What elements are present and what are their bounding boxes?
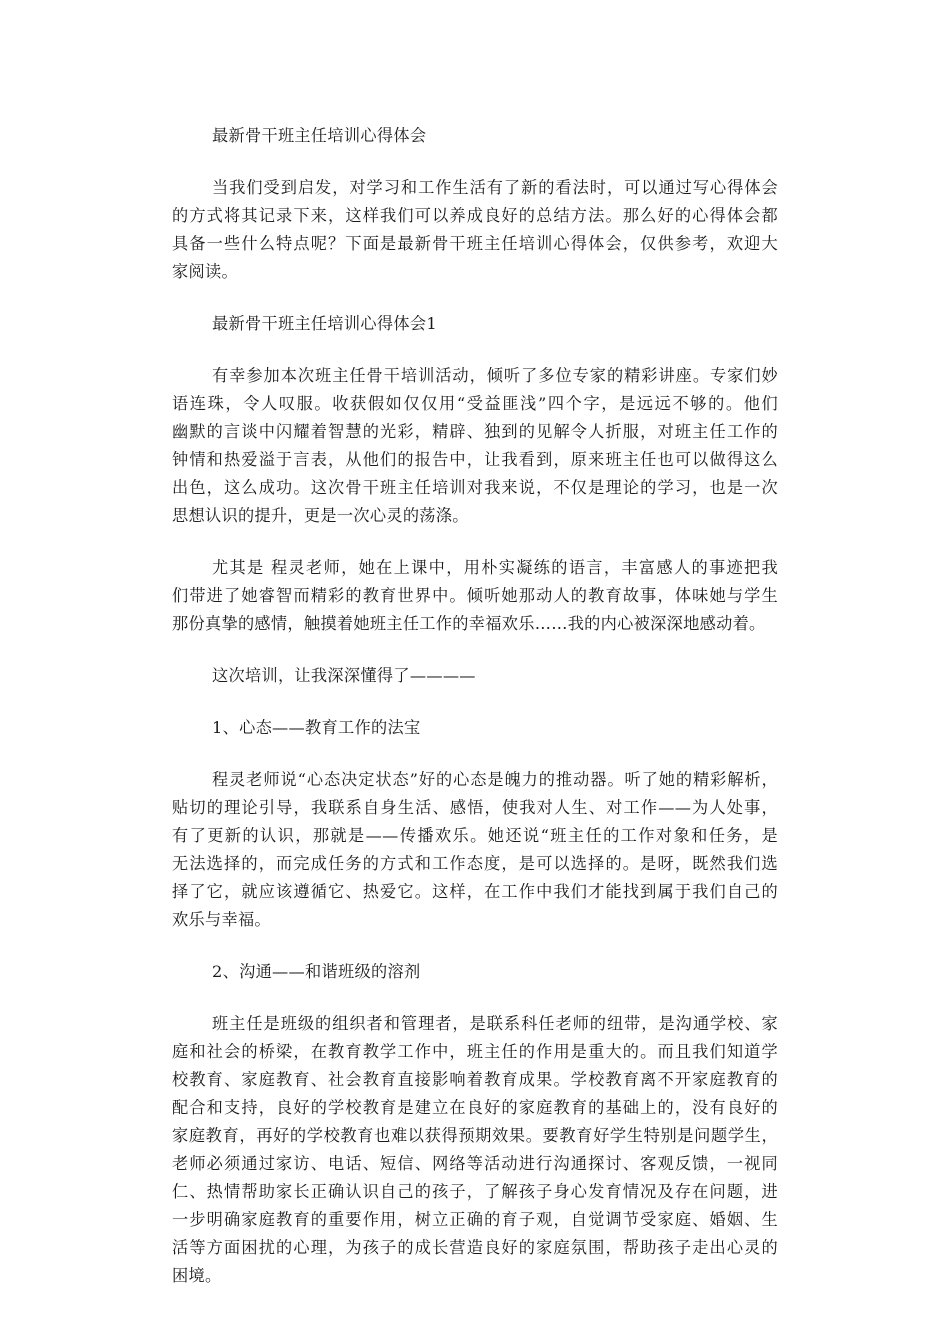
paragraph-4 xyxy=(172,766,778,934)
paragraph-line: 欢乐与幸福。 xyxy=(172,910,271,929)
document-page xyxy=(172,122,778,1314)
paragraph-line: 出色，这么成功。这次骨干班主任培训对我来说，不仅是理论的学习，也是一次 xyxy=(172,478,778,497)
section-heading xyxy=(172,310,778,338)
section-title: 最新骨干班主任培训心得体会1 xyxy=(212,314,437,333)
point-title: 1、心态——教育工作的法宝 xyxy=(212,718,421,737)
paragraph-line: 有了更新的认识，那就是——传播欢乐。她还说“班主任的工作对象和任务，是 xyxy=(172,826,778,845)
title-text: 最新骨干班主任培训心得体会 xyxy=(212,126,427,145)
paragraph-line: 具备一些什么特点呢？下面是最新骨干班主任培训心得体会，仅供参考，欢迎大 xyxy=(172,234,778,253)
paragraph-line: 钟情和热爱溢于言表，从他们的报告中，让我看到，原来班主任也可以做得这么 xyxy=(172,450,778,469)
paragraph-line: 仁、热情帮助家长正确认识自己的孩子，了解孩子身心发育情况及存在问题，进 xyxy=(172,1182,778,1201)
paragraph-line: 这次培训，让我深深懂得了———— xyxy=(212,666,476,685)
paragraph-line: 幽默的言谈中闪耀着智慧的光彩，精辟、独到的见解令人折服，对班主任工作的 xyxy=(172,422,778,441)
paragraph-line: 们带进了她睿智而精彩的教育世界中。倾听她那动人的教育故事，体味她与学生 xyxy=(172,586,778,605)
paragraph-line: 家庭教育，再好的学校教育也难以获得预期效果。要教育好学生特别是问题学生， xyxy=(172,1126,778,1145)
paragraph-line: 一步明确家庭教育的重要作用，树立正确的育子观，自觉调节受家庭、婚姻、生 xyxy=(172,1210,778,1229)
paragraph-line: 择了它，就应该遵循它、热爱它。这样，在工作中我们才能找到属于我们自己的 xyxy=(172,882,778,901)
paragraph-line: 家阅读。 xyxy=(172,262,238,281)
paragraph-line: 当我们受到启发，对学习和工作生活有了新的看法时，可以通过写心得体会 xyxy=(212,178,778,197)
paragraph-line: 尤其是 程灵老师，她在上课中，用朴实凝练的语言，丰富感人的事迹把我 xyxy=(212,558,778,577)
paragraph-line: 困境。 xyxy=(172,1266,222,1285)
paragraph-line: 校教育、家庭教育、社会教育直接影响着教育成果。学校教育离不开家庭教育的 xyxy=(172,1070,778,1089)
paragraph-3 xyxy=(172,662,778,690)
point-2-heading xyxy=(172,958,778,986)
paragraph-line: 老师必须通过家访、电话、短信、网络等活动进行沟通探讨、客观反馈，一视同 xyxy=(172,1154,778,1173)
paragraph-line: 贴切的理论引导，我联系自身生活、感悟，使我对人生、对工作——为人处事， xyxy=(172,798,778,817)
paragraph-line: 有幸参加本次班主任骨干培训活动，倾听了多位专家的精彩讲座。专家们妙 xyxy=(212,366,778,385)
paragraph-line: 那份真挚的感情，触摸着她班主任工作的幸福欢乐……我的内心被深深地感动着。 xyxy=(172,614,766,633)
document-title xyxy=(172,122,778,150)
paragraph-line: 程灵老师说“心态决定状态”好的心态是魄力的推动器。听了她的精彩解析， xyxy=(212,770,778,789)
point-title: 2、沟通——和谐班级的溶剂 xyxy=(212,962,421,981)
paragraph-line: 思想认识的提升，更是一次心灵的荡涤。 xyxy=(172,506,469,525)
paragraph-line: 配合和支持，良好的学校教育是建立在良好的家庭教育的基础上的，没有良好的 xyxy=(172,1098,778,1117)
paragraph-1 xyxy=(172,362,778,530)
paragraph-line: 活等方面困扰的心理，为孩子的成长营造良好的家庭氛围，帮助孩子走出心灵的 xyxy=(172,1238,778,1257)
point-1-heading xyxy=(172,714,778,742)
paragraph-line: 的方式将其记录下来，这样我们可以养成良好的总结方法。那么好的心得体会都 xyxy=(172,206,778,225)
paragraph-line: 语连珠，令人叹服。收获假如仅仅用“受益匪浅”四个字，是远远不够的。他们 xyxy=(172,394,778,413)
intro-paragraph xyxy=(172,174,778,286)
paragraph-line: 庭和社会的桥梁，在教育教学工作中，班主任的作用是重大的。而且我们知道学 xyxy=(172,1042,778,1061)
paragraph-line: 班主任是班级的组织者和管理者，是联系科任老师的纽带，是沟通学校、家 xyxy=(212,1014,778,1033)
paragraph-5 xyxy=(172,1010,778,1290)
paragraph-2 xyxy=(172,554,778,638)
paragraph-line: 无法选择的，而完成任务的方式和工作态度，是可以选择的。是呀，既然我们选 xyxy=(172,854,778,873)
